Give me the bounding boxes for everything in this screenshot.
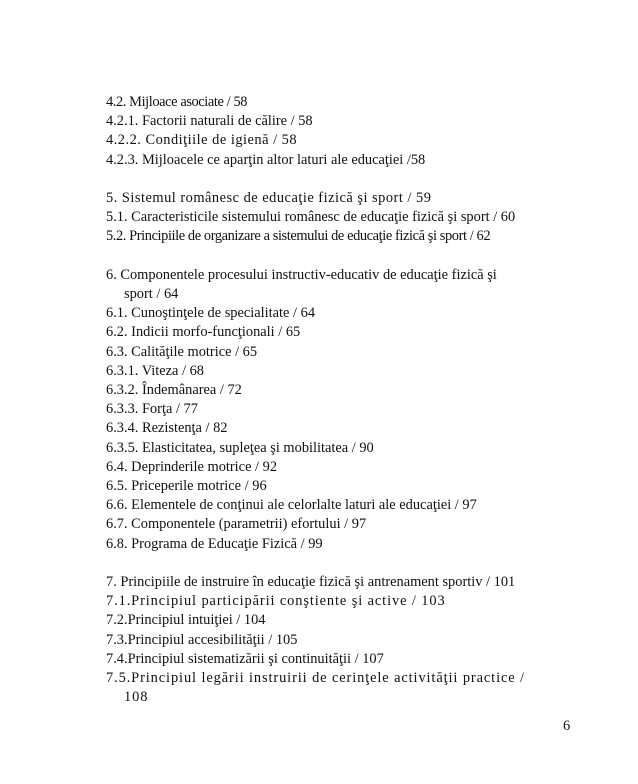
toc-entry-7-1: 7.1.Principiul participării conştiente şi active / 103	[106, 593, 446, 610]
toc-entry-7-5-text: 7.5.Principiul legării instruirii de cerinţele activităţii practice /	[106, 670, 525, 687]
toc-entry-5: 5. Sistemul românesc de educaţie fizică şi sport / 59	[106, 190, 432, 206]
toc-entry-6-continuation: sport / 64	[124, 286, 179, 302]
toc-entry-7-5-continuation: 108	[124, 689, 149, 706]
toc-entry-4-2: 4.2. Mijloace asociate / 58	[106, 94, 248, 110]
toc-entry-6-3-2: 6.3.2. Îndemânarea / 72	[106, 382, 242, 399]
toc-entry-4-2-3: 4.2.3. Mijloacele ce aparţin altor laturi ale educaţiei /58	[106, 151, 426, 168]
section-spacer	[106, 554, 576, 573]
toc-entry-7-3: 7.3.Principiul accesibilităţii / 105	[106, 631, 298, 648]
toc-entry-6-4: 6.4. Deprinderile motrice / 92	[106, 458, 278, 475]
toc-entry-7-5	[106, 669, 576, 707]
toc-entry-7-2: 7.2.Principiul intuiţiei / 104	[106, 612, 266, 629]
toc-entry-7-4: 7.4.Principiul sistematizării şi continuităţii / 107	[106, 650, 384, 667]
toc-entry-6-3-5: 6.3.5. Elasticitatea, supleţea şi mobilitatea / 90	[106, 439, 374, 456]
toc-entry-6-7: 6.7. Componentele (parametrii) efortului / 97	[106, 516, 367, 533]
toc-entry-4-2-2: 4.2.2. Condiţiile de igienă / 58	[106, 132, 298, 149]
toc-entry-6-6: 6.6. Elementele de conţinui ale celorlalte laturi ale educaţiei / 97	[106, 497, 477, 514]
toc-entry-5-2: 5.2. Principiile de organizare a sistemului de educaţie fizică şi sport / 62	[106, 228, 491, 245]
toc-entry-6-3: 6.3. Calităţile motrice / 65	[106, 343, 258, 360]
toc-entry-6-3-1: 6.3.1. Viteza / 68	[106, 362, 204, 379]
toc-entry-6-text: 6. Componentele procesului instructiv-educativ de educaţie fizică şi	[106, 266, 497, 283]
toc-entry-4-2-1: 4.2.1. Factorii naturali de călire / 58	[106, 113, 313, 130]
toc-entry-6	[106, 266, 576, 304]
section-spacer	[106, 247, 576, 266]
toc-entry-5-1: 5.1. Caracteristicile sistemului românesc de educaţie fizică şi sport / 60	[106, 209, 516, 226]
toc-entry-6-3-3: 6.3.3. Forţa / 77	[106, 401, 198, 418]
toc-entry-6-3-4: 6.3.4. Rezistenţa / 82	[106, 420, 228, 437]
toc-entry-6-2: 6.2. Indicii morfo-funcţionali / 65	[106, 324, 301, 341]
page-number: 6	[563, 718, 571, 734]
toc-entry-6-8: 6.8. Programa de Educaţie Fizică / 99	[106, 535, 323, 552]
table-of-contents	[106, 93, 576, 707]
toc-entry-6-5: 6.5. Priceperile motrice / 96	[106, 478, 267, 495]
section-spacer	[106, 170, 576, 189]
toc-entry-6-1: 6.1. Cunoştinţele de specialitate / 64	[106, 305, 316, 322]
toc-entry-7: 7. Principiile de instruire în educaţie fizică şi antrenament sportiv / 101	[106, 574, 516, 591]
